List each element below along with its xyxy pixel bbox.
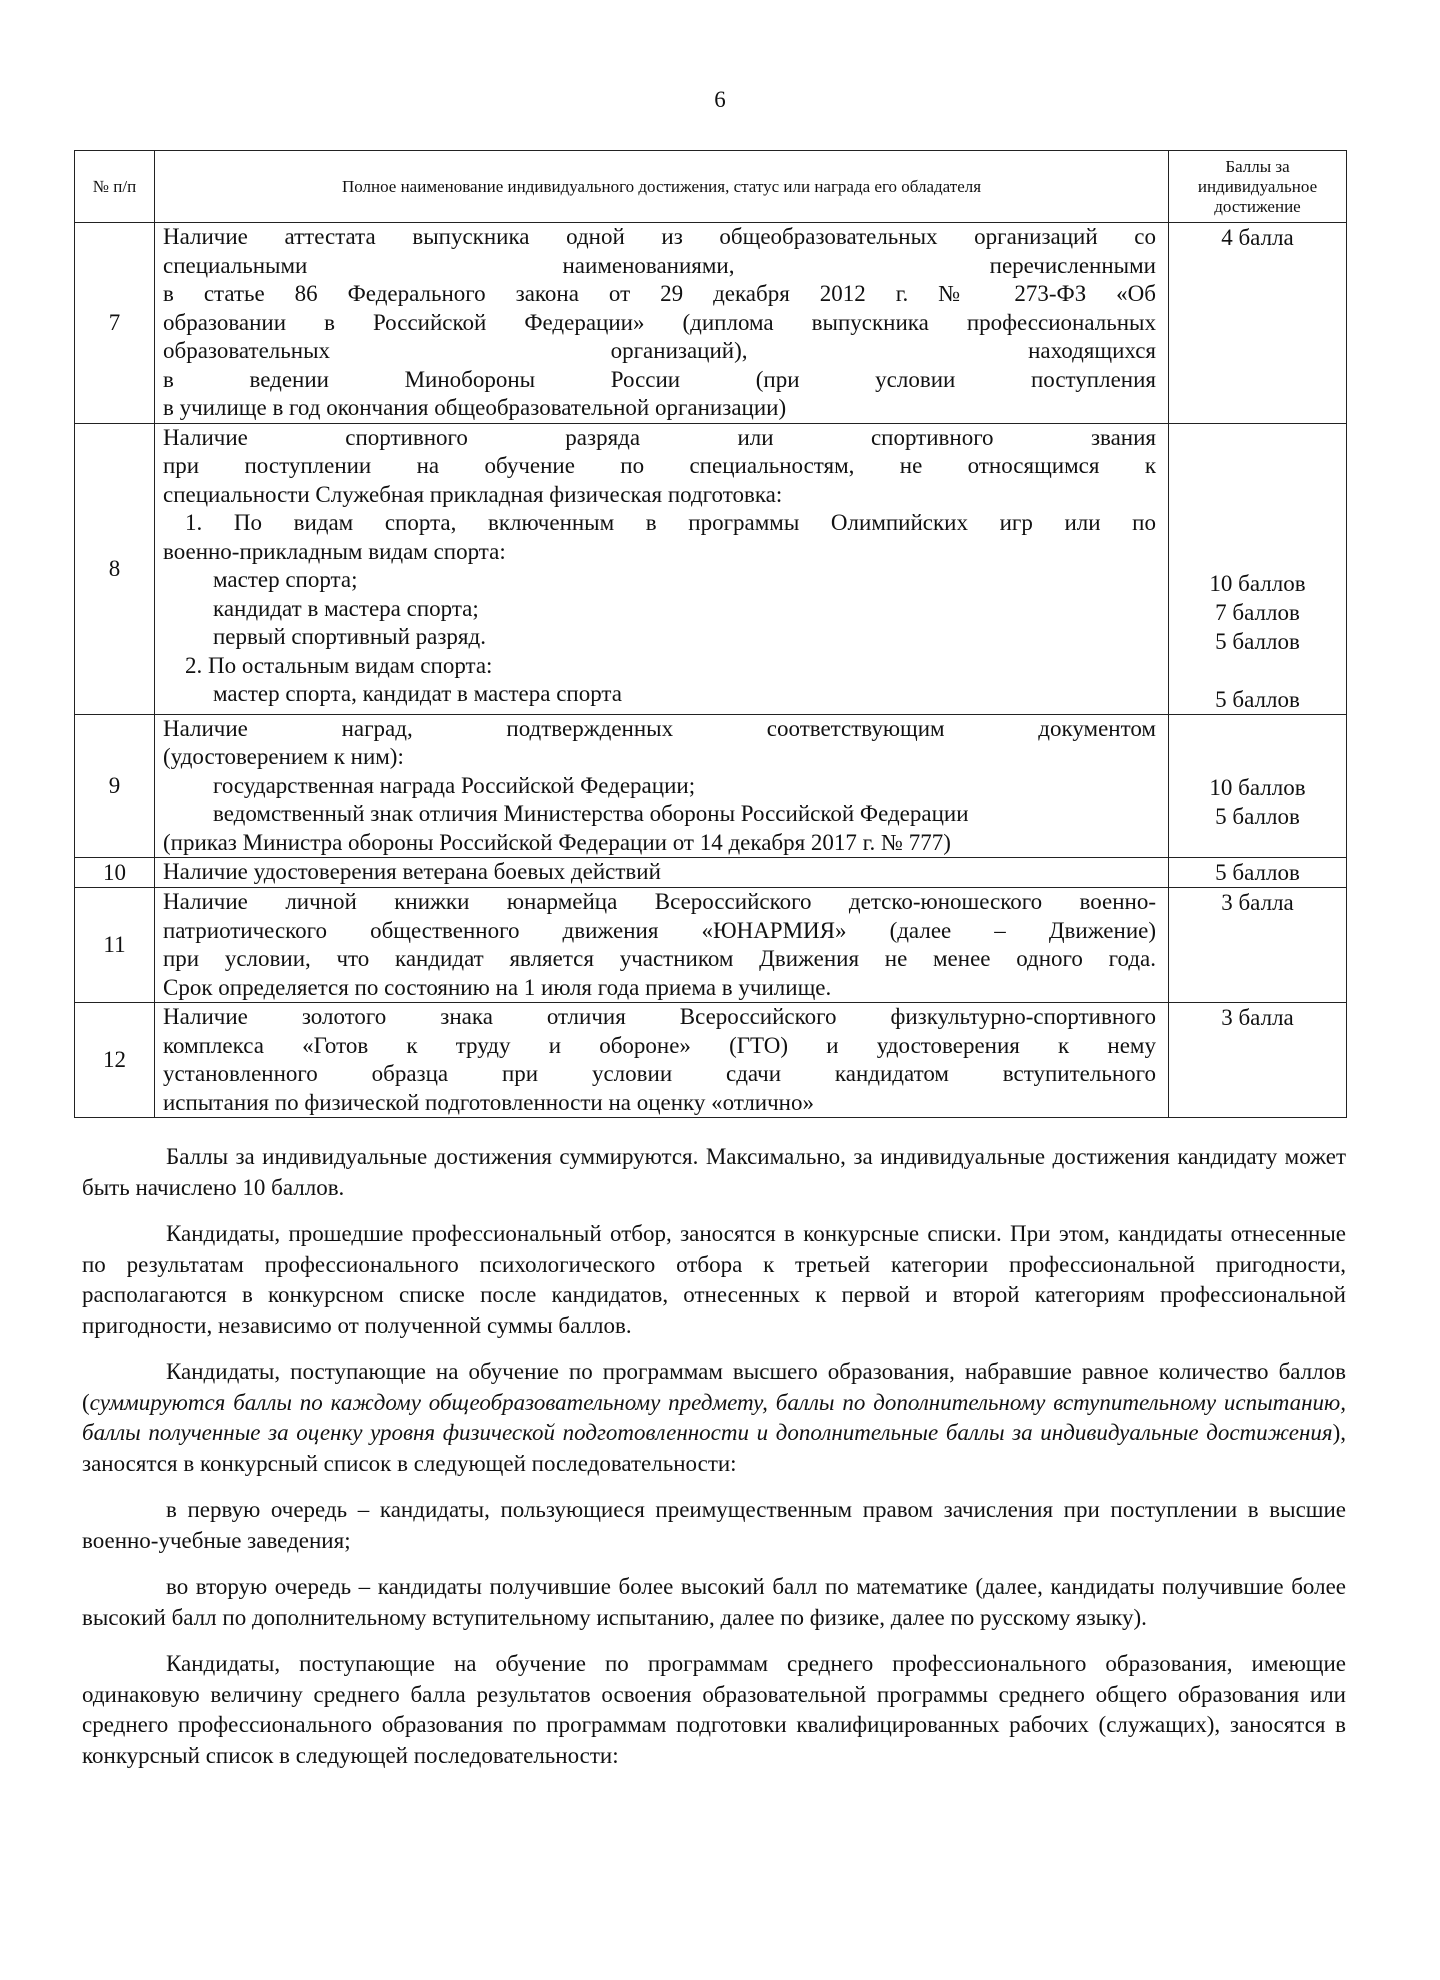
table-row <box>75 223 1347 424</box>
paragraph-text: ), заносятся в конкурсный список в следующей последовательности: <box>82 1420 1346 1476</box>
achievements-table <box>74 150 1347 1118</box>
row-line: 2. По остальным видам спорта: <box>185 652 493 678</box>
row-line: в ведении Минобороны России (при условии поступления <box>163 366 1156 392</box>
row-line: 1. По видам спорта, включенным в программы Олимпийских игр или по <box>185 510 1156 535</box>
row-line: Срок определяется по состоянию на 1 июля года приема в училище. <box>163 974 832 1000</box>
row-line: (удостоверением к ним): <box>163 744 404 769</box>
header-points: Баллы за индивидуальное достижение <box>1169 151 1347 223</box>
header-number: № п/п <box>75 151 155 223</box>
row-line: Наличие удостоверения ветерана боевых действий <box>163 859 661 884</box>
paragraph: Кандидаты, прошедшие профессиональный отбор, заносятся в конкурсные списки. При этом, кандидаты отнесенные по результатам профессионального психологического отбора к третьей категории профессиональной пригодности, располагаются в конкурсном списке после кандидатов, отнесенных к первой и второй категориям профессиональной пригодности, независимо от полученной суммы баллов. <box>82 1221 1346 1338</box>
points-value: 5 баллов <box>1215 803 1300 829</box>
row-line: мастер спорта, кандидат в мастера спорта <box>213 681 622 706</box>
row-description <box>155 1003 1169 1118</box>
row-line: кандидат в мастера спорта; <box>213 595 479 621</box>
row-line: специальности Служебная прикладная физическая подготовка: <box>163 481 783 507</box>
paragraph: Баллы за индивидуальные достижения суммируются. Максимально, за индивидуальные достижения кандидату может быть начислено 10 баллов. <box>82 1144 1346 1200</box>
row-number: 7 <box>75 223 155 424</box>
row-number: 11 <box>75 888 155 1003</box>
row-line: Наличие золотого знака отличия Всероссийского физкультурно-спортивного <box>163 1004 1156 1029</box>
body-text <box>82 1142 1346 1771</box>
paragraph: Кандидаты, поступающие на обучение по программам среднего профессионального образования, имеющие одинаковую величину среднего балла результатов освоения образовательной программы среднего общего образования или среднего профессионального образования по программам подготовки квалифицированных рабочих (служащих), заносятся в конкурсный список в следующей последовательности: <box>82 1651 1346 1768</box>
row-line: Наличие спортивного разряда или спортивного звания <box>163 424 1156 450</box>
table-header-row <box>75 151 1347 223</box>
row-description <box>155 223 1169 424</box>
points-value: 4 балла <box>1221 225 1294 250</box>
row-line: Наличие наград, подтвержденных соответствующим документом <box>163 715 1156 741</box>
row-number: 8 <box>75 423 155 714</box>
row-line: военно-прикладным видам спорта: <box>163 538 506 564</box>
paragraph-text: Кандидаты, поступающие на обучение по программам высшего образования, набравшие равное количество баллов ( <box>82 1359 1346 1415</box>
row-number: 9 <box>75 714 155 858</box>
row-line: Наличие аттестата выпускника одной из общеобразовательных организаций со <box>163 224 1156 249</box>
row-description <box>155 888 1169 1003</box>
row-line: первый спортивный разряд. <box>213 624 486 649</box>
points-value: 5 баллов <box>1215 860 1300 885</box>
row-description <box>155 423 1169 714</box>
row-line: установленного образца при условии сдачи кандидатом вступительного <box>163 1061 1156 1086</box>
row-line: ведомственный знак отличия Министерства обороны Российской Федерации <box>213 801 969 826</box>
points-value: 10 баллов <box>1209 570 1306 596</box>
row-points <box>1169 858 1347 888</box>
row-line: Наличие личной книжки юнармейца Всероссийского детско-юношеского военно- <box>163 889 1156 914</box>
row-line: испытания по физической подготовленности на оценку «отлично» <box>163 1089 814 1115</box>
row-points <box>1169 888 1347 1003</box>
page-number: 6 <box>714 87 726 112</box>
row-description <box>155 714 1169 858</box>
row-points <box>1169 423 1347 714</box>
points-value: 5 баллов <box>1215 628 1300 654</box>
points-value: 3 балла <box>1221 1005 1294 1030</box>
table-row <box>75 888 1347 1003</box>
table-row <box>75 858 1347 888</box>
table-row <box>75 1003 1347 1118</box>
row-points <box>1169 1003 1347 1118</box>
points-value: 10 баллов <box>1209 774 1306 800</box>
header-achievement-name: Полное наименование индивидуального достижения, статус или награда его обладателя <box>155 151 1169 223</box>
row-description <box>155 858 1169 888</box>
table-row <box>75 423 1347 714</box>
paragraph: в первую очередь – кандидаты, пользующиеся преимущественным правом зачисления при поступлении в высшие военно-учебные заведения; <box>82 1497 1346 1553</box>
row-line: при условии, что кандидат является участником Движения не менее одного года. <box>163 946 1156 971</box>
row-line: при поступлении на обучение по специальностям, не относящимся к <box>163 453 1156 478</box>
row-number: 12 <box>75 1003 155 1118</box>
row-line: комплекса «Готов к труду и обороне» (ГТО) и удостоверения к нему <box>163 1032 1156 1058</box>
paragraph-italic-text: суммируются баллы по каждому общеобразовательному предмету, баллы по дополнительному вступительному испытанию, баллы полученные за оценку уровня физической подготовленности и дополнительные баллы за индивидуальные достижения <box>82 1389 1346 1445</box>
row-line: в училище в год окончания общеобразовательной организации) <box>163 395 787 420</box>
row-points <box>1169 223 1347 424</box>
row-line: (приказ Министра обороны Российской Федерации от 14 декабря 2017 г. № 777) <box>163 829 951 855</box>
points-value: 5 баллов <box>1215 686 1300 712</box>
paragraph <box>82 1357 1346 1479</box>
paragraph: во вторую очередь – кандидаты получившие более высокий балл по математике (далее, кандидаты получившие более высокий балл по дополнительному вступительному испытанию, далее по физике, далее по русскому языку). <box>82 1574 1346 1630</box>
row-points <box>1169 714 1347 858</box>
table-row <box>75 714 1347 858</box>
row-line: образовании в Российской Федерации» (диплома выпускника профессиональных <box>163 309 1156 335</box>
row-line: образовательных организаций), находящихся <box>163 338 1156 363</box>
row-line: специальными наименованиями, перечисленными <box>163 252 1156 278</box>
row-number: 10 <box>75 858 155 888</box>
row-line: в статье 86 Федерального закона от 29 декабря 2012 г. № 273-ФЗ «Об <box>163 281 1156 306</box>
row-line: государственная награда Российской Федерации; <box>213 772 696 798</box>
points-value: 3 балла <box>1221 890 1294 915</box>
row-line: патриотического общественного движения «ЮНАРМИЯ» (далее – Движение) <box>163 917 1156 943</box>
points-value: 7 баллов <box>1215 599 1300 625</box>
row-line: мастер спорта; <box>213 567 358 592</box>
